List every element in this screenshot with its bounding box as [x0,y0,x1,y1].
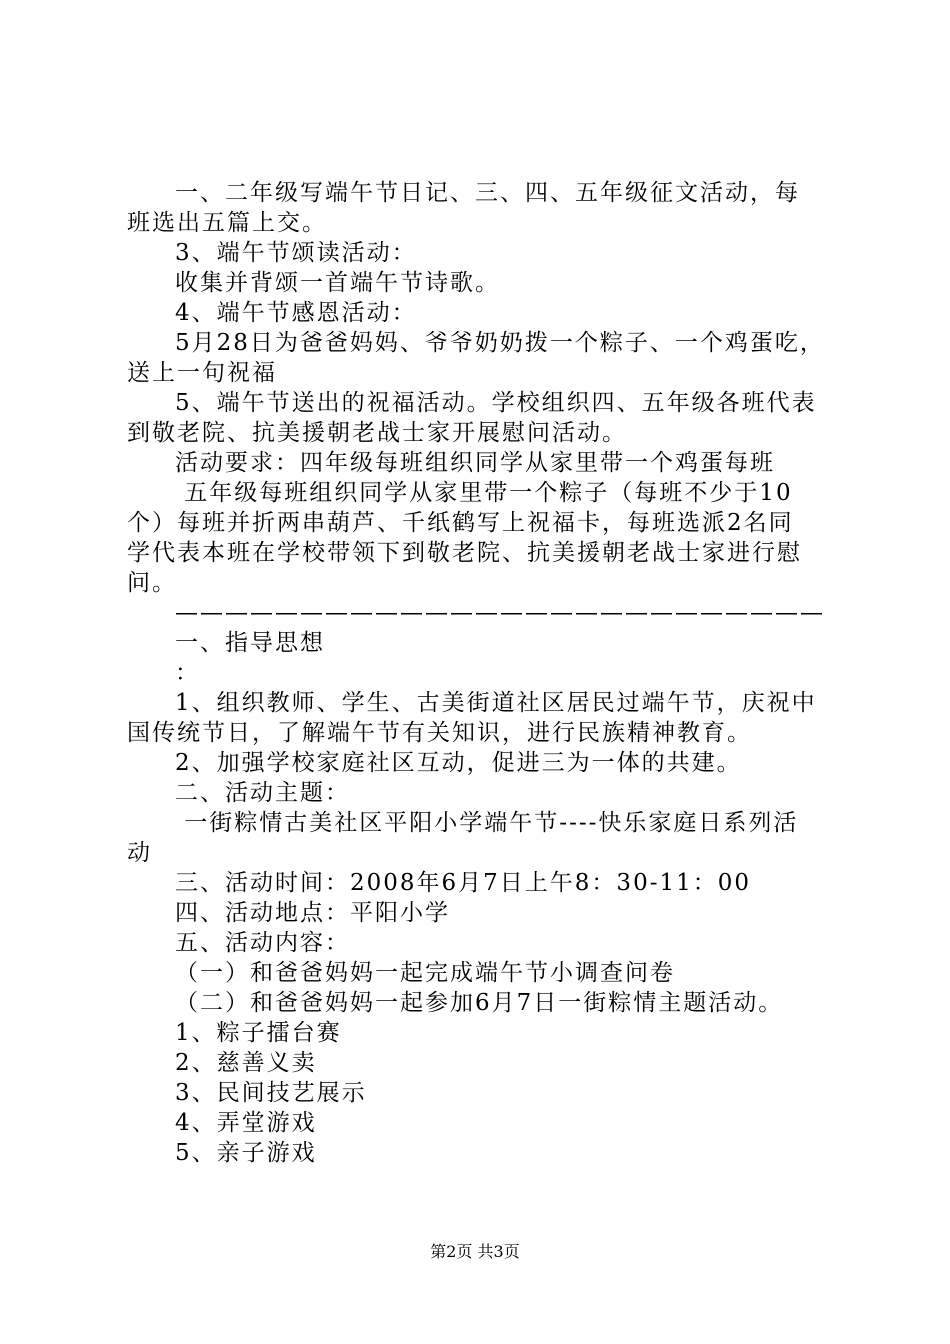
text-line: 五、活动内容： [175,930,350,956]
text-line: 1、组织教师、学生、古美街道社区居民过端午节，庆祝中 [175,690,817,716]
text-line: 国传统节日，了解端午节有关知识，进行民族精神教育。 [127,720,752,746]
text-line: 三、活动时间：2008年6月7日上午8：30-11：00 [175,870,752,896]
text-line: 问。 [127,570,177,596]
text-line: 四、活动地点：平阳小学 [175,900,450,926]
text-line: 3、端午节颂读活动： [175,240,417,266]
text-line: 二、活动主题： [175,780,350,806]
text-line: 个）每班并折两串葫芦、千纸鹤写上祝福卡，每班选派2名同 [127,510,794,536]
text-line: 5、端午节送出的祝福活动。学校组织四、五年级各班代表 [175,390,817,416]
text-line: —————————————————————————— [175,600,825,626]
text-line: 2、慈善义卖 [175,1050,317,1076]
text-line: 4、弄堂游戏 [175,1110,317,1136]
text-line: 收集并背颂一首端午节诗歌。 [175,270,500,296]
text-line: 1、粽子擂台赛 [175,1020,342,1046]
text-line: 学代表本班在学校带领下到敬老院、抗美援朝老战士家进行慰 [127,540,802,566]
text-line: 一街粽情古美社区平阳小学端午节----快乐家庭日系列活 [175,810,799,836]
text-line: ： [175,660,200,686]
text-line: 送上一句祝福 [127,360,277,386]
text-line: 一、指导思想 [175,630,325,656]
text-line: 活动要求：四年级每班组织同学从家里带一个鸡蛋每班 [175,450,775,476]
text-line: 3、民间技艺展示 [175,1080,367,1106]
text-line: （一）和爸爸妈妈一起完成端午节小调查问卷 [175,960,675,986]
text-line: 到敬老院、抗美援朝老战士家开展慰问活动。 [127,420,627,446]
text-line: 2、加强学校家庭社区互动，促进三为一体的共建。 [175,750,742,776]
text-line: 班选出五篇上交。 [127,210,327,236]
text-line: 动 [127,840,152,866]
text-line: 一、二年级写端午节日记、三、四、五年级征文活动，每 [175,180,800,206]
text-line: 五年级每班组织同学从家里带一个粽子（每班不少于10 [175,480,793,506]
text-line: （二）和爸爸妈妈一起参加6月7日一街粽情主题活动。 [175,990,784,1016]
page-footer: 第2页 共3页 [430,1242,520,1261]
document-body [127,178,835,1168]
text-line: 5、亲子游戏 [175,1140,317,1166]
text-line: 5月28日为爸爸妈妈、爷爷奶奶拨一个粽子、一个鸡蛋吃， [175,330,825,356]
text-line: 4、端午节感恩活动： [175,300,417,326]
